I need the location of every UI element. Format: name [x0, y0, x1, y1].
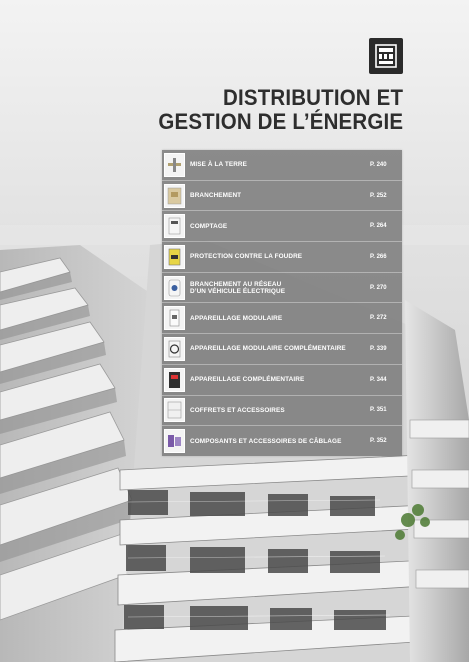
toc-label: APPAREILLAGE MODULAIRE COMPLÉMENTAIRE	[190, 345, 346, 353]
toc-page: P. 339	[370, 345, 387, 352]
controller-icon	[164, 368, 185, 392]
enclosure-icon	[164, 398, 185, 422]
toc-page: P. 252	[370, 192, 387, 199]
toc-label-line-1: BRANCHEMENT AU RÉSEAU	[190, 280, 282, 288]
toc-item-mise-a-la-terre[interactable]	[162, 150, 402, 181]
toc-page: P. 344	[370, 376, 387, 383]
toc-label: PROTECTION CONTRE LA FOUDRE	[190, 253, 303, 261]
toc-page: P. 266	[370, 253, 387, 260]
meter-icon	[164, 214, 185, 238]
toc-item-vehicule-electrique[interactable]	[162, 273, 402, 304]
toc-item-appareillage-complementaire[interactable]	[162, 365, 402, 396]
toc-item-composants-cablage[interactable]	[162, 426, 402, 456]
earthing-rod-icon	[164, 153, 185, 177]
toc-page: P. 264	[370, 223, 387, 230]
connection-box-icon	[164, 184, 185, 208]
ev-charger-icon	[164, 276, 185, 300]
toc-item-branchement[interactable]	[162, 181, 402, 212]
electrical-panel-icon	[369, 38, 403, 74]
toc-label: COFFRETS ET ACCESSOIRES	[190, 406, 285, 414]
toc-page: P. 351	[370, 407, 387, 414]
surge-protector-icon	[164, 245, 185, 269]
toc-page: P. 352	[370, 438, 387, 445]
toc-label	[190, 281, 370, 295]
toc-label: BRANCHEMENT	[190, 192, 242, 200]
toc-label-line-2: D’UN VÉHICULE ÉLECTRIQUE	[190, 287, 286, 295]
timer-icon	[164, 337, 185, 361]
toc-label: APPAREILLAGE COMPLÉMENTAIRE	[190, 376, 305, 384]
wiring-accessories-icon	[164, 429, 185, 453]
toc-page: P. 270	[370, 284, 387, 291]
toc-item-appareillage-modulaire[interactable]	[162, 303, 402, 334]
toc-label: COMPTAGE	[190, 222, 228, 230]
toc-label: APPAREILLAGE MODULAIRE	[190, 314, 283, 322]
toc-label: COMPOSANTS ET ACCESSOIRES DE CÂBLAGE	[190, 437, 342, 445]
table-of-contents	[162, 150, 402, 456]
toc-item-coffrets[interactable]	[162, 396, 402, 427]
title-line-1: DISTRIBUTION ET	[222, 85, 403, 110]
toc-item-comptage[interactable]	[162, 211, 402, 242]
toc-page: P. 272	[370, 315, 387, 322]
title-line-2: GESTION DE L’ÉNERGIE	[158, 109, 403, 134]
toc-label: MISE À LA TERRE	[190, 161, 248, 169]
toc-item-modulaire-complementaire[interactable]	[162, 334, 402, 365]
breaker-icon	[164, 306, 185, 330]
page-title	[158, 86, 403, 134]
toc-page: P. 240	[370, 161, 387, 168]
toc-item-protection-foudre[interactable]	[162, 242, 402, 273]
